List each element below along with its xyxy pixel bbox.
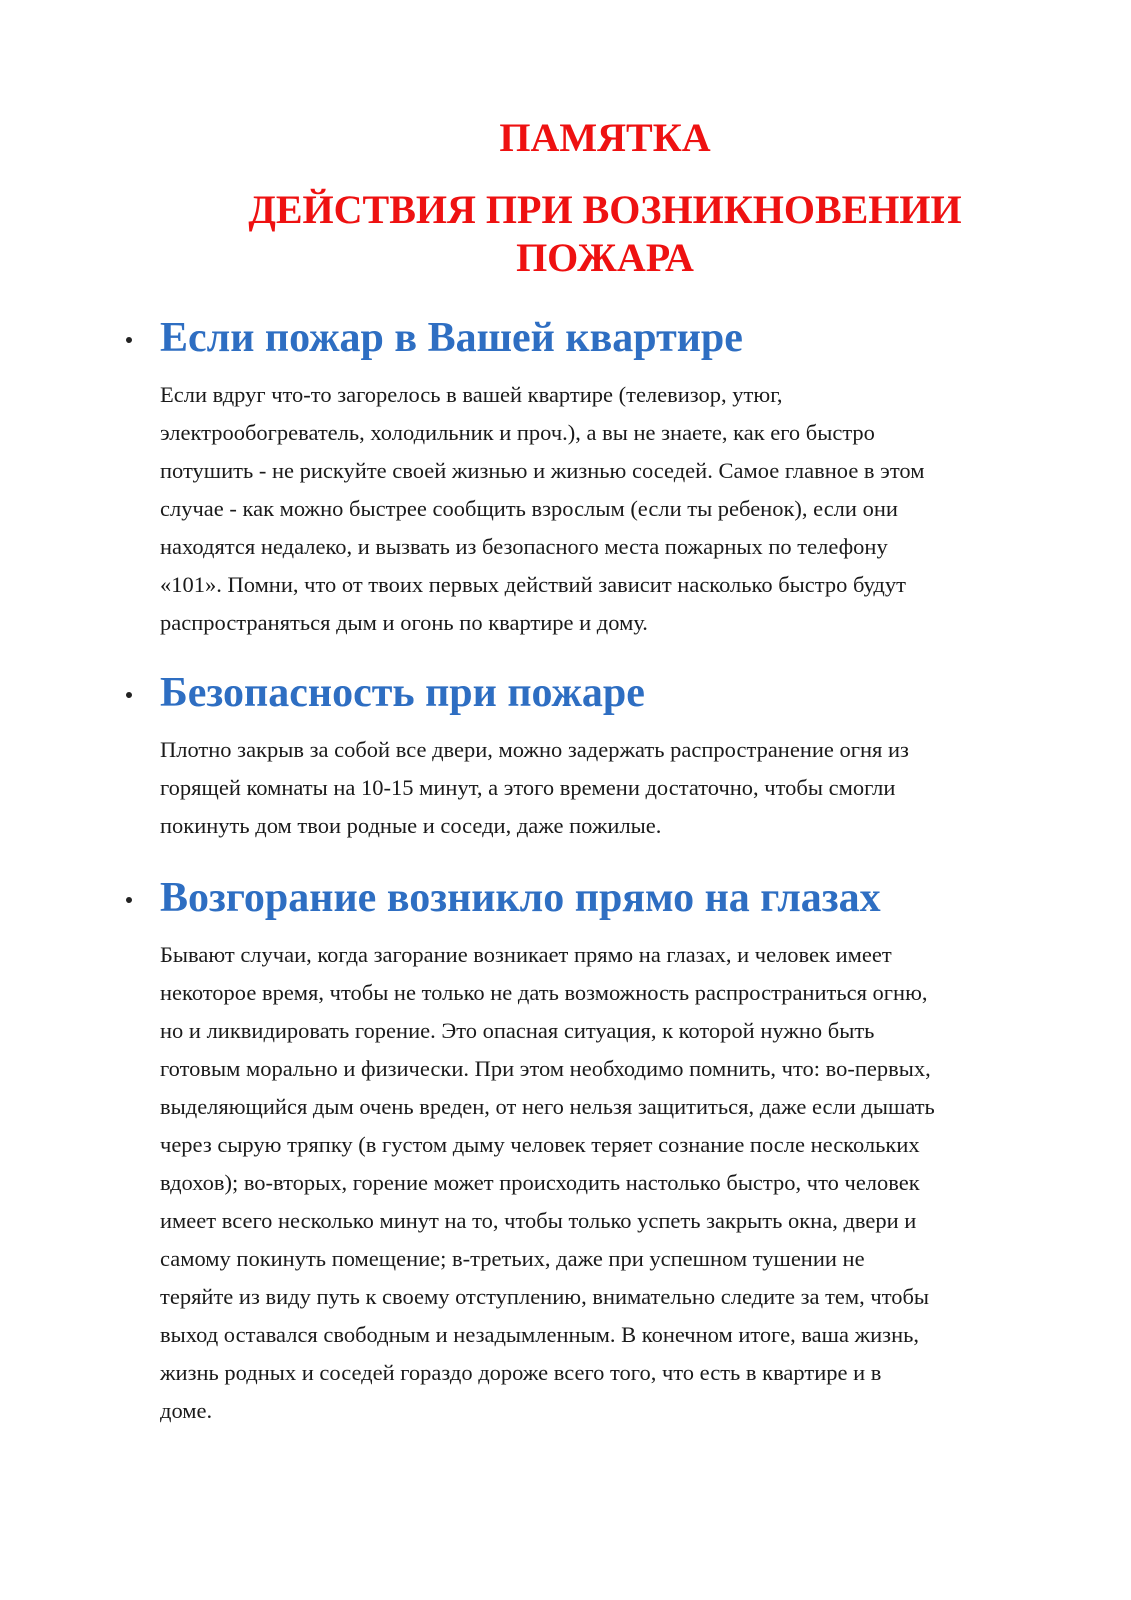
paragraph-line: распространяться дым и огонь по квартире и дому.: [160, 610, 648, 635]
bullet-icon: [126, 897, 132, 903]
section-heading-row: [0, 870, 1131, 926]
section-heading: Безопасность при пожаре: [160, 670, 645, 716]
paragraph-line: Плотно закрыв за собой все двери, можно задержать распространение огня из: [160, 737, 909, 762]
paragraph-line: теряйте из виду путь к своему отступлению, внимательно следите за тем, чтобы: [160, 1284, 930, 1309]
section-heading-row: [0, 665, 1131, 721]
paragraph-line: самому покинуть помещение; в-третьих, даже при успешном тушении не: [160, 1246, 865, 1271]
paragraph-line: выход оставался свободным и незадымленным. В конечном итоге, ваша жизнь,: [160, 1322, 920, 1347]
paragraph-line: через сырую тряпку (в густом дыму человек теряет сознание после нескольких: [160, 1132, 920, 1157]
section-paragraph: [160, 376, 1060, 642]
section-fire-before-eyes: [0, 870, 1131, 1423]
section-fire-safety: [0, 665, 1131, 838]
paragraph-line: горящей комнаты на 10-15 минут, а этого времени достаточно, чтобы смогли: [160, 775, 896, 800]
paragraph-line: случае - как можно быстрее сообщить взрослым (если ты ребенок), если они: [160, 496, 898, 521]
document-subtitle: ДЕЙСТВИЯ ПРИ ВОЗНИКНОВЕНИИ ПОЖАРА: [248, 187, 962, 280]
paragraph-line: электрообогреватель, холодильник и проч.), а вы не знаете, как его быстро: [160, 420, 875, 445]
document-title: ПАМЯТКА: [499, 115, 711, 160]
section-paragraph: [160, 731, 1060, 845]
paragraph-line: находятся недалеко, и вызвать из безопасного места пожарных по телефону: [160, 534, 888, 559]
paragraph-line: вдохов); во-вторых, горение может происходить настолько быстро, что человек: [160, 1170, 920, 1195]
section-paragraph: [160, 936, 1060, 1430]
section-heading: Если пожар в Вашей квартире: [160, 315, 743, 361]
paragraph-line: выделяющийся дым очень вреден, от него нельзя защититься, даже если дышать: [160, 1094, 935, 1119]
paragraph-line: готовым морально и физически. При этом необходимо помнить, что: во-первых,: [160, 1056, 931, 1081]
paragraph-line: Если вдруг что-то загорелось в вашей квартире (телевизор, утюг,: [160, 382, 783, 407]
paragraph-line: покинуть дом твои родные и соседи, даже пожилые.: [160, 813, 662, 838]
bullet-icon: [126, 692, 132, 698]
section-heading-row: [0, 310, 1131, 366]
section-fire-in-apartment: [0, 310, 1131, 635]
section-heading: Возгорание возникло прямо на глазах: [160, 875, 881, 921]
paragraph-line: Бывают случаи, когда загорание возникает прямо на глазах, и человек имеет: [160, 942, 892, 967]
paragraph-line: «101». Помни, что от твоих первых действий зависит насколько быстро будут: [160, 572, 906, 597]
paragraph-line: но и ликвидировать горение. Это опасная ситуация, к которой нужно быть: [160, 1018, 875, 1043]
paragraph-line: доме.: [160, 1398, 213, 1423]
paragraph-line: имеет всего несколько минут на то, чтобы только успеть закрыть окна, двери и: [160, 1208, 917, 1233]
paragraph-line: потушить - не рискуйте своей жизнью и жизнью соседей. Самое главное в этом: [160, 458, 925, 483]
bullet-icon: [126, 337, 132, 343]
paragraph-line: некоторое время, чтобы не только не дать возможность распространиться огню,: [160, 980, 928, 1005]
paragraph-line: жизнь родных и соседей гораздо дороже всего того, что есть в квартире и в: [160, 1360, 882, 1385]
